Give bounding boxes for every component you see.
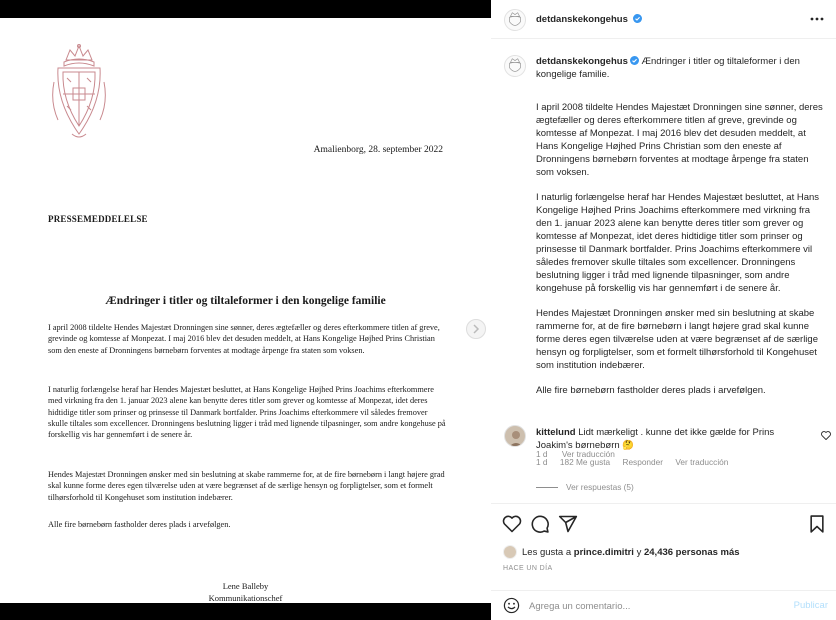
heart-icon[interactable] (502, 514, 522, 534)
document-paragraph: Alle fire børnebørn fastholder deres plads i arvefølgen. (48, 520, 231, 529)
avatar[interactable] (503, 545, 517, 559)
verified-icon (630, 56, 639, 65)
document-heading: PRESSEMEDDELELSE (48, 214, 148, 224)
document-paragraph: Hendes Majestæt Dronningen ønsker med sin beslutning at skabe rammerne for, at de fire børnebørn i langt højere grad skal kunne forme deres egen tilværelse uden at være begrænset af de særlige hensyn og forpligtelser, som et formelt tilhørsforhold til Kongehuset som institution indebærer. (48, 470, 445, 502)
avatar[interactable] (504, 425, 526, 447)
document-signature (0, 580, 491, 603)
more-icon[interactable] (810, 17, 824, 21)
share-icon[interactable] (558, 514, 578, 534)
likes-others[interactable]: 24,436 personas más (643, 546, 740, 558)
comment-age[interactable]: 1 d (536, 457, 548, 467)
avatar[interactable] (504, 9, 526, 31)
signature-title: Kommunikationschef (208, 593, 283, 603)
view-replies-button[interactable] (536, 482, 634, 492)
crest-icon (505, 10, 525, 30)
see-translation-link[interactable]: Ver traducción (561, 449, 615, 459)
reply-button[interactable]: Responder (622, 457, 664, 467)
post-header (491, 0, 836, 39)
document-title: Ændringer i titler og tiltaleformer i den kongelige familie (105, 295, 386, 307)
view-replies-label: Ver respuestas (5) (566, 482, 634, 492)
post-side-panel (491, 0, 836, 620)
likes-prefix: Les gusta a (522, 546, 572, 558)
user-photo-icon (505, 426, 526, 447)
action-bar (491, 503, 836, 543)
post-time[interactable]: HACE UN DÍA (503, 565, 553, 572)
caption-paragraph: Alle fire børnebørn fastholder deres plads i arvefølgen. (536, 385, 766, 396)
avatar[interactable] (504, 55, 526, 77)
next-slide-button[interactable] (466, 319, 486, 339)
divider (536, 487, 558, 488)
add-comment-bar (491, 590, 836, 620)
caption-paragraph: I april 2008 tildelte Hendes Majestæt Dronningen sine sønner, deres ægtefæller og deres efterkommere titlen af greve, grevinde og komtesse af Monpezat. I maj 2016 blev det desuden meddelt, at Hans Kongelige Højhed Prins Christian som den eneste af Dronningens børnebørn forventes at modtage årpenge fra staten som voksen. (536, 102, 823, 178)
document-paragraph: I april 2008 tildelte Hendes Majestæt Dronningen sine sønner, deres ægtefæller og deres efterkommere titlen af greve, grevinde og komtesse af Monpezat. I maj 2016 blev det desuden meddelt, at Hans Kongelige Højhed Prins Christian som den eneste af Dronningens børnebørn forventes at modtage årpenge fra staten som voksen. (48, 323, 440, 355)
header-username[interactable]: detdanskekongehus (536, 14, 628, 25)
likes-summary (503, 545, 740, 559)
comment-input[interactable] (529, 597, 779, 615)
document-paragraph: I naturlig forlængelse heraf har Hendes Majestæt besluttet, at Hans Kongelige Højhed Prins Joachims efterkommere med virkning fra den 1. januar 2023 alene kan benytte deres titler som grever og komtesse af Monpezat, idet deres hidtidige titler som prinser og prinsesse til Danmark bortfalder. Prins Joachims efterkommere vil således fremover skulle tiltales som excellencer. Dronningens beslutning ligger i tråd med lignende tilpasninger, som andre kongehuse på forskellig vis har gennemført i de senere år. (48, 385, 446, 440)
comment-body: Lidt mærkeligt . kunne det ikke gælde for Prins Joakim's børnebørn 🤔 (536, 427, 775, 451)
caption-text (536, 55, 826, 397)
post-comment-button[interactable]: Publicar (793, 600, 828, 611)
liker-username[interactable]: prince.dimitri (573, 546, 634, 558)
caption-username[interactable]: detdanskekongehus (536, 56, 628, 67)
document-date: Amalienborg, 28. september 2022 (313, 145, 443, 155)
post-image (0, 18, 491, 603)
emoji-icon[interactable] (503, 597, 520, 614)
crest-icon (52, 42, 106, 142)
comment-meta (536, 457, 738, 467)
caption-paragraph: Hendes Majestæt Dronningen ønsker med sin beslutning at skabe rammerne for, at de fire børnebørn i langt højere grad skal kunne forme deres egen tilværelse uden at være begrænset af de særlige hensyn og forpligtelser, som et formelt tilhørsforhold til Kongehuset som institution indebærer. (536, 308, 818, 371)
caption-paragraph: I naturlig forlængelse heraf har Hendes Majestæt besluttet, at Hans Kongelige Højhed Prins Joachims efterkommere med virkning fra den 1. januar 2023 alene kan benytte deres titler som grever og komtesse af Monpezat, idet deres hidtidige titler som prinser og prinsesse til Danmark bortfalder. Prins Joachims efterkommere vil således fremover skulle tiltales som excellencer. Dronningens beslutning ligger i tråd med lignende tilpasninger, som andre kongehuse på forskellig vis har gennemført i de senere år. (536, 192, 820, 294)
see-translation-link[interactable]: Ver traducción (675, 457, 729, 467)
comment-icon[interactable] (530, 514, 550, 534)
caption-age[interactable]: 1 d (536, 449, 548, 459)
signature-name: Lene Balleby (222, 581, 269, 591)
heart-icon[interactable] (821, 431, 831, 440)
chevron-right-icon (472, 324, 480, 334)
comment-text (536, 426, 811, 452)
likes-connector: y (636, 546, 642, 558)
comment-likes[interactable]: 182 Me gusta (559, 457, 611, 467)
crest-icon (505, 56, 525, 76)
comment-username[interactable]: kittelund (536, 427, 576, 438)
caption-title: Ændringer i titler og tiltaleformer i den kongelige familie. (536, 56, 800, 80)
verified-icon (633, 14, 642, 23)
save-icon[interactable] (807, 514, 827, 534)
